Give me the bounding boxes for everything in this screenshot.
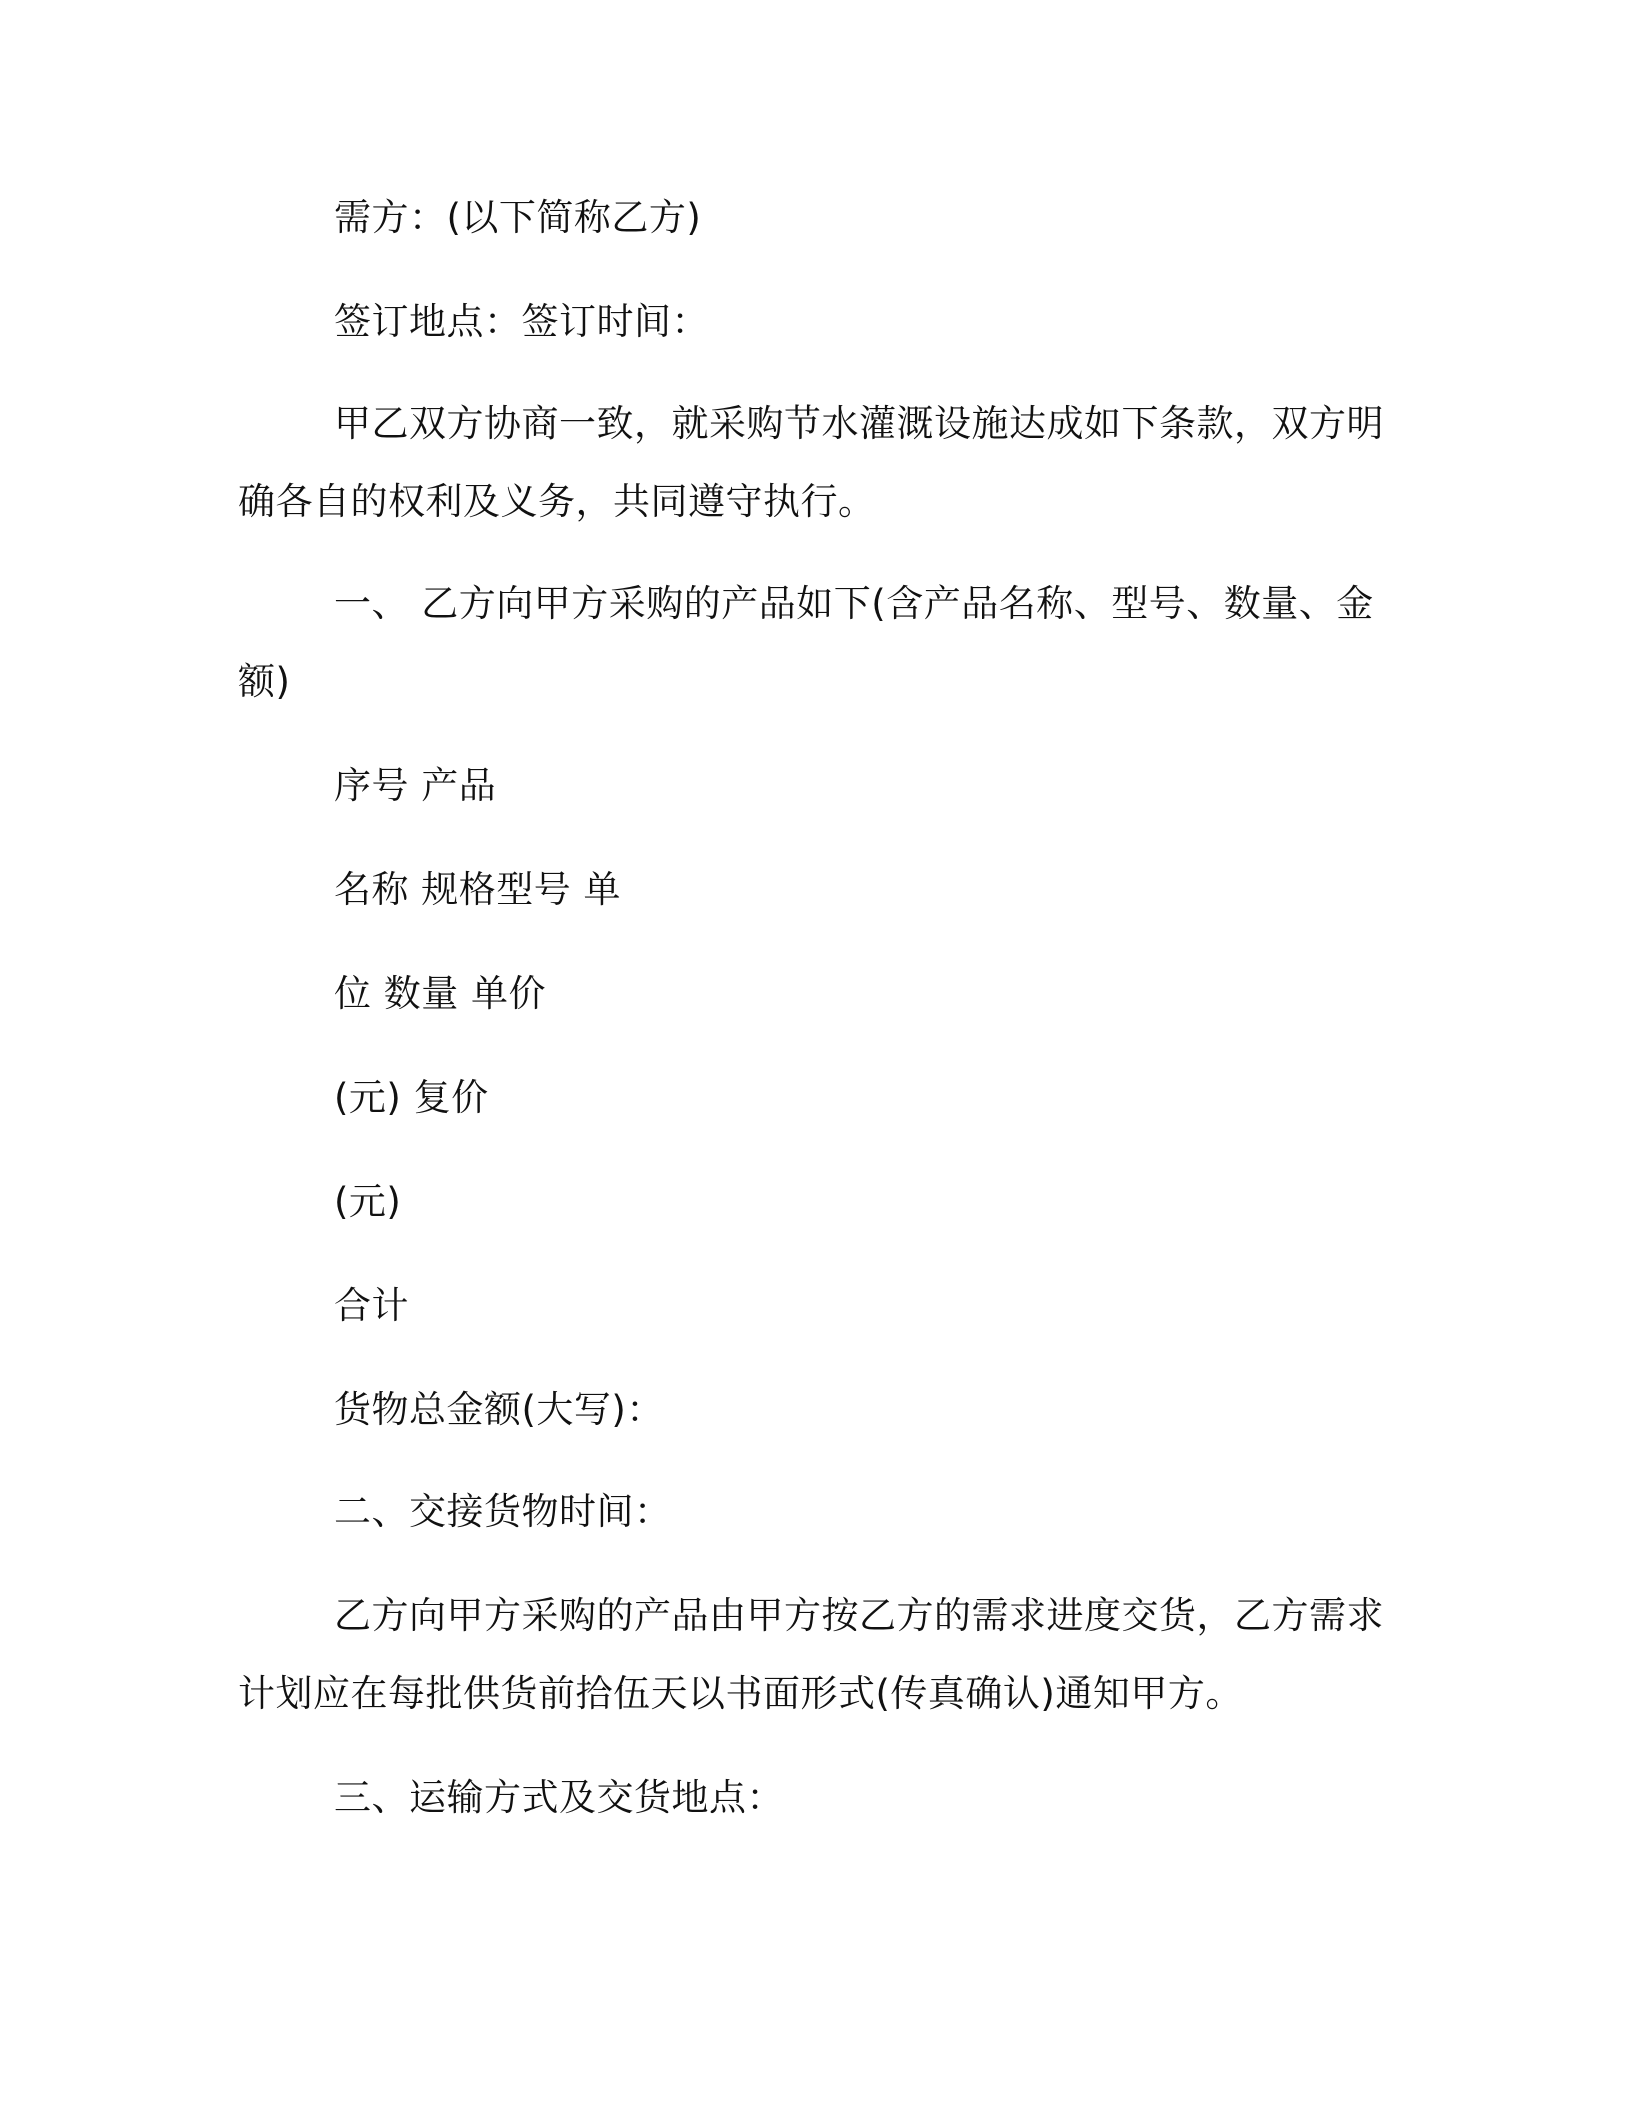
table-header-line-4: (元) 复价 (334, 1076, 489, 1119)
section-2-heading: 二、交接货物时间： (334, 1490, 672, 1533)
delivery-paragraph-line-1: 乙方向甲方采购的产品由甲方按乙方的需求进度交货，乙方需求 (334, 1594, 1384, 1637)
agreement-paragraph-line-2: 确各自的权利及义务，共同遵守执行。 (238, 480, 876, 523)
delivery-paragraph-line-2: 计划应在每批供货前拾伍天以书面形式(传真确认)通知甲方。 (238, 1672, 1243, 1715)
section-1-heading-line-1: 一、 乙方向甲方采购的产品如下(含产品名称、型号、数量、金 (334, 582, 1374, 625)
table-header-line-3: 位 数量 单价 (334, 972, 547, 1015)
table-header-line-2: 名称 规格型号 单 (334, 868, 622, 911)
total-line: 合计 (334, 1284, 409, 1327)
signing-place-time-line: 签订地点：签订时间： (334, 300, 709, 343)
table-header-line-5: (元) (334, 1180, 402, 1223)
section-1-heading-line-2: 额) (238, 660, 291, 703)
total-amount-line: 货物总金额(大写)： (334, 1388, 664, 1431)
agreement-paragraph-line-1: 甲乙双方协商一致，就采购节水灌溉设施达成如下条款，双方明 (334, 402, 1384, 445)
table-header-line-1: 序号 产品 (334, 764, 497, 807)
buyer-line: 需方：(以下简称乙方) (334, 196, 702, 239)
section-3-heading: 三、运输方式及交货地点： (334, 1776, 784, 1819)
